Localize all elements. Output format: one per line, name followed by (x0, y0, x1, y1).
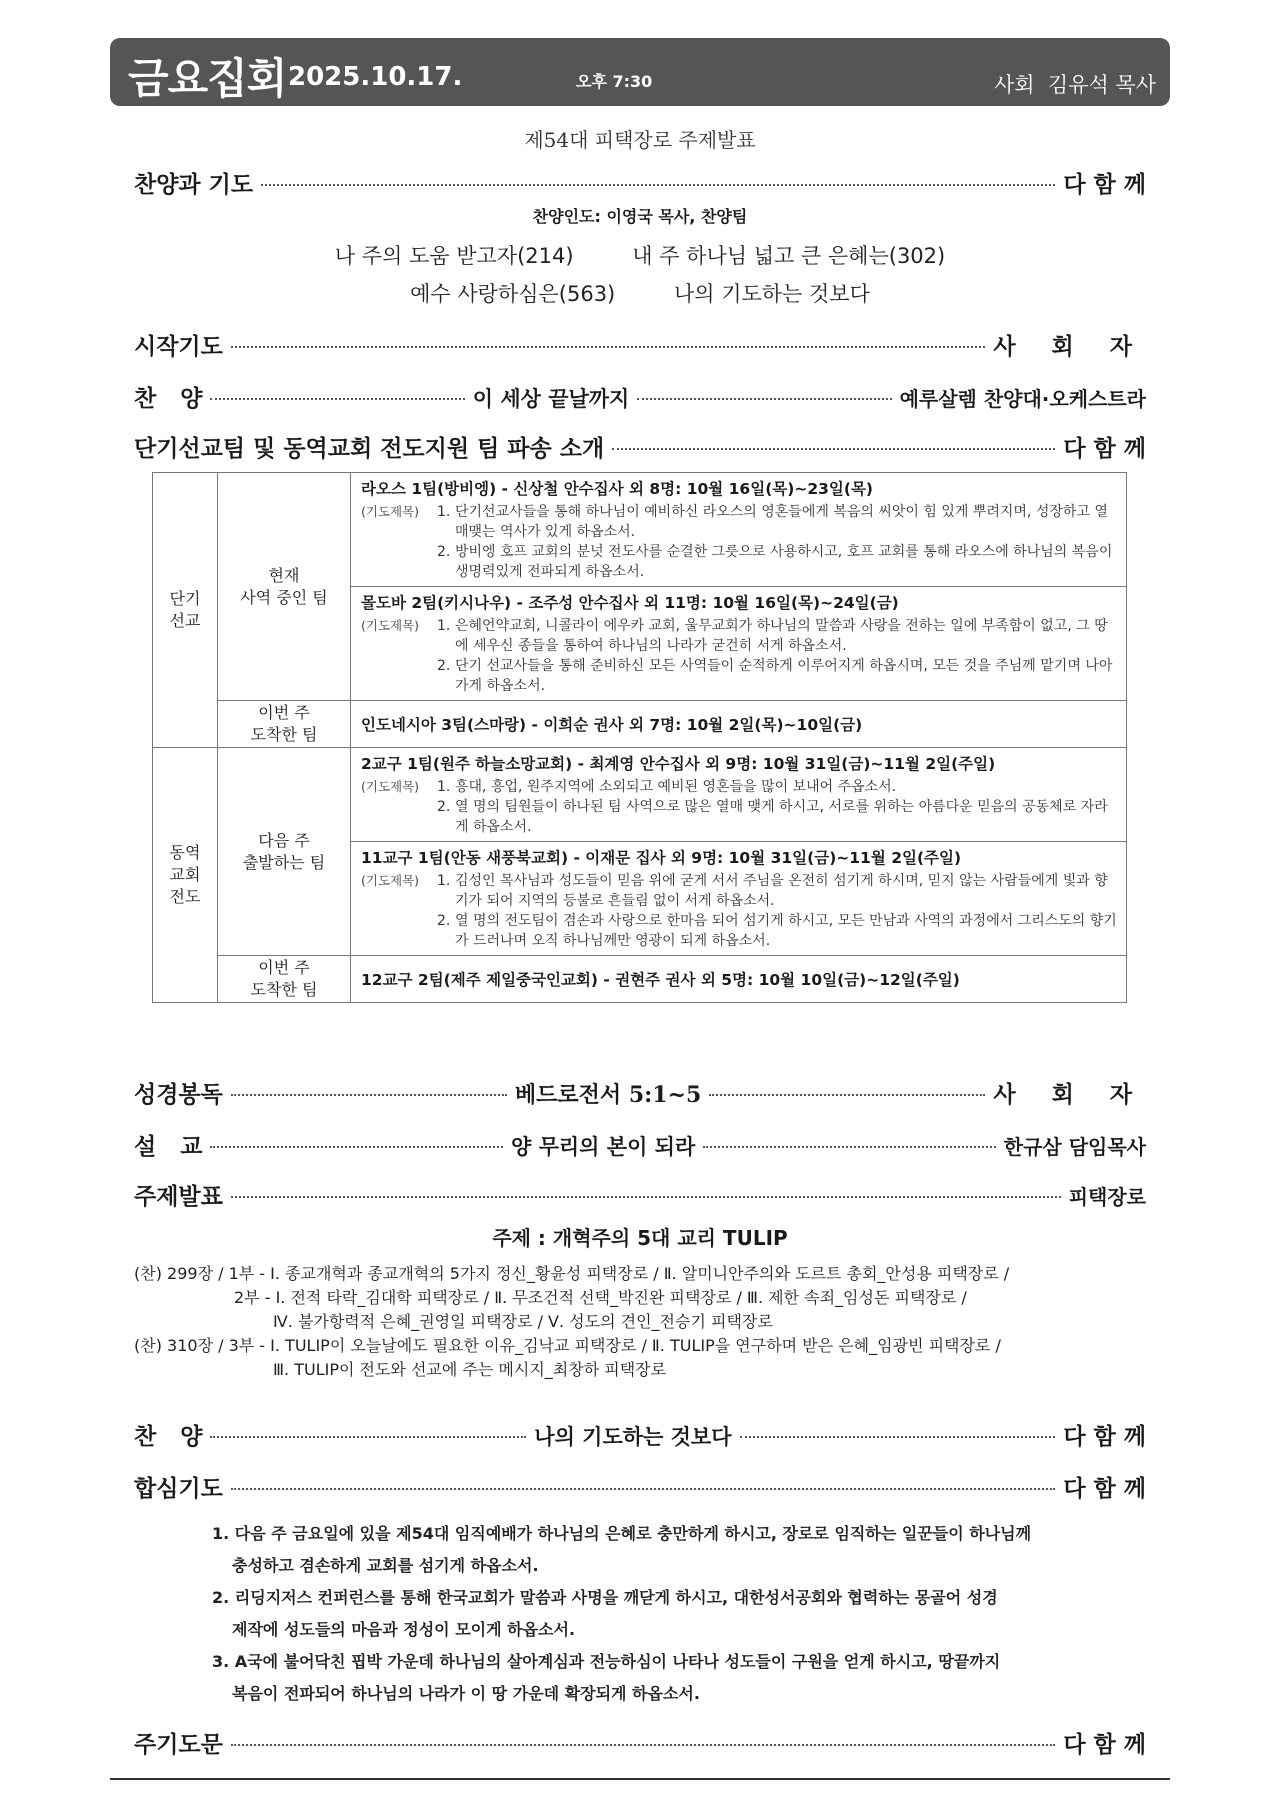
category-partner-church: 동역 교회 전도 (153, 748, 218, 1003)
host-name: 사회 김유석 목사 (993, 73, 1156, 97)
program-label: 합심기도 (134, 1475, 223, 1502)
song-item: 나의 기도하는 것보다 (673, 282, 870, 306)
leader-dots (231, 1744, 1055, 1746)
program-label: 설 교 (134, 1133, 203, 1160)
subcategory-arrived: 이번 주 도착한 팀 (218, 956, 351, 1003)
leader-dots (637, 398, 891, 400)
program-mid: 이 세상 끝날까지 (472, 387, 630, 411)
leader-dots (703, 1146, 996, 1148)
program-label: 시작기도 (134, 333, 223, 360)
meeting-date: 2025.10.17. (288, 62, 463, 92)
prayer-text: 열 명의 전도팀이 겸손과 사랑으로 한마음 되어 섬기게 하시고, 모든 만남과 사역의 과정에서 그리스도의 향기가 드러나며 오직 하나님께만 영광이 되게 하옵소서. (455, 913, 1117, 949)
program-label: 찬양과 기도 (134, 171, 254, 198)
prayer-tag: (기도제목) (361, 873, 420, 888)
songs-line-2 (0, 278, 1280, 308)
header-bar (110, 38, 1170, 106)
prayer-tag: (기도제목) (361, 779, 420, 794)
program-right: 사 회 자 (993, 333, 1146, 360)
praise-leader: 찬양인도: 이영국 목사, 찬양팀 (532, 207, 748, 226)
program-right: 다 함 께 (1063, 171, 1146, 198)
program-right: 예루살렘 찬양대·오케스트라 (899, 387, 1146, 411)
program-right: 피택장로 (1068, 1185, 1146, 1209)
prayer-item: (기도제목) 1. 김성인 목사님과 성도들이 믿음 위에 굳게 서서 주님을 온전히 섬기게 하시며, 믿지 않는 사람들에게 빛과 향기가 되어 지역의 등불로 흔들림 없이 서게 하옵소서. (361, 871, 1118, 911)
subcategory-arrived: 이번 주 도착한 팀 (218, 701, 351, 748)
leader-dots (231, 346, 985, 348)
subcategory-next: 다음 주 출발하는 팀 (218, 748, 351, 956)
program-presentation (134, 1178, 1146, 1211)
leader-dots (210, 1436, 526, 1438)
prayer-item: 2. 방비엥 호프 교회의 분넛 전도사를 순결한 그릇으로 사용하시고, 호프 교회를 통해 라오스에 하나님의 복음이 생명력있게 전파되게 하옵소서. (361, 542, 1118, 582)
prayer-line: 1. 다음 주 금요일에 있을 제54대 임직예배가 하나님의 은혜로 충만하게 하시고, 장로로 임직하는 일꾼들이 하나님께 (212, 1524, 1032, 1543)
bottom-divider (110, 1778, 1170, 1780)
prayer-line: 2. 리딩지저스 컨퍼런스를 통해 한국교회가 말씀과 사명을 깨닫게 하시고, 대한성서공회와 협력하는 몽골어 성경 (212, 1588, 998, 1607)
leader-dots (210, 1146, 503, 1148)
prayer-line: 제작에 성도들의 마음과 정성이 모이게 하옵소서. (232, 1620, 576, 1639)
prayer-text: 단기 선교사들을 통해 준비하신 모든 사역들이 순적하게 이루어지게 하옵시며, 모든 것을 주님께 맡기며 나아가게 하옵소서. (455, 658, 1113, 694)
prayer-tag: (기도제목) (361, 618, 420, 633)
program-right: 다 함 께 (1063, 1475, 1146, 1502)
prayer-text: 흥대, 흥업, 원주지역에 소외되고 예비된 영혼들을 많이 보내어 주옵소서. (455, 779, 897, 795)
leader-dots (231, 1196, 1061, 1198)
team-cell (351, 842, 1127, 956)
program-mid: 나의 기도하는 것보다 (534, 1425, 732, 1449)
team-cell (351, 956, 1127, 1003)
program-label: 주기도문 (134, 1731, 223, 1758)
program-right: 한규삼 담임목사 (1003, 1135, 1146, 1159)
prayer-item: (기도제목) 1. 단기선교사들을 통해 하나님이 예비하신 라오스의 영혼들에게 복음의 씨앗이 힘 있게 뿌려지며, 성장하고 열매맺는 역사가 있게 하옵소서. (361, 502, 1118, 542)
program-right: 다 함 께 (1063, 1423, 1146, 1450)
song-item: 예수 사랑하심은(563) (410, 282, 616, 306)
leader-dots (740, 1436, 1056, 1438)
subtitle: 제54대 피택장로 주제발표 (524, 128, 756, 152)
category-short-term: 단기 선교 (153, 473, 218, 748)
leader-dots (231, 1488, 1055, 1490)
schedule-line: 2부 - Ⅰ. 전적 타락_김대학 피택장로 / Ⅱ. 무조건적 선택_박진완 피택장로 / Ⅲ. 제한 속죄_임성돈 피택장로 / (234, 1288, 967, 1307)
team-cell (351, 748, 1127, 842)
prayer-item: 2. 열 명의 팀원들이 하나된 팀 사역으로 많은 열매 맺게 하시고, 서로를 위하는 아름다운 믿음의 공동체로 자라게 하옵소서. (361, 797, 1118, 837)
program-right: 다 함 께 (1063, 435, 1146, 462)
song-item: 내 주 하나님 넓고 큰 은혜는(302) (632, 244, 946, 268)
subcategory-current: 현재 사역 중인 팀 (218, 473, 351, 701)
team-cell (351, 587, 1127, 701)
team-title: 12교구 2팀(제주 제일중국인교회) - 권현주 권사 외 5명: 10월 10일(금)~12일(주일) (361, 971, 960, 989)
program-label: 성경봉독 (134, 1081, 223, 1108)
prayer-item: (기도제목) 1. 흥대, 흥업, 원주지역에 소외되고 예비된 영혼들을 많이 보내어 주옵소서. (361, 777, 1118, 797)
prayer-text: 단기선교사들을 통해 하나님이 예비하신 라오스의 영혼들에게 복음의 씨앗이 힘 있게 뿌려지며, 성장하고 열매맺는 역사가 있게 하옵소서. (455, 504, 1108, 540)
prayer-line: 3. A국에 불어닥친 핍박 가운데 하나님의 살아계심과 전능하심이 나타나 성도들이 구원을 얻게 하시고, 땅끝까지 (212, 1652, 1001, 1671)
schedule-line: (찬) 299장 / 1부 - Ⅰ. 종교개혁과 종교개혁의 5가지 정신_황윤성 피택장로 / Ⅱ. 알미니안주의와 도르트 총회_안성용 피택장로 / (134, 1264, 1010, 1283)
program-right: 사 회 자 (993, 1081, 1147, 1108)
prayer-text: 은혜언약교회, 니콜라이 에우카 교회, 울무교회가 하나님의 말씀과 사랑을 전하는 일에 부족함이 없고, 그 땅에 세우신 종들을 통하여 하나님의 나라가 굳건히 서게 하옵소서. (455, 618, 1108, 654)
program-choir (134, 380, 1146, 413)
prayer-item: 2. 열 명의 전도팀이 겸손과 사랑으로 한마음 되어 섬기게 하시고, 모든 만남과 사역의 과정에서 그리스도의 향기가 드러나며 오직 하나님께만 영광이 되게 하옵소서. (437, 913, 1117, 949)
prayer-tag: (기도제목) (361, 504, 420, 519)
prayer-item: 2. 단기 선교사들을 통해 준비하신 모든 사역들이 순적하게 이루어지게 하옵시며, 모든 것을 주님께 맡기며 나아가게 하옵소서. (361, 656, 1118, 696)
leader-dots (709, 1094, 985, 1096)
leader-dots (210, 398, 464, 400)
leader-dots (612, 448, 1055, 450)
program-mid: 양 무리의 본이 되라 (511, 1135, 696, 1159)
team-title: 라오스 1팀(방비엥) - 신상철 안수집사 외 8명: 10월 16일(목)~23일(목) (361, 480, 874, 498)
presentation-theme: 주제 : 개혁주의 5대 교리 TULIP (492, 1226, 788, 1250)
team-title: 2교구 1팀(원주 하늘소망교회) - 최계영 안수집사 외 9명: 10월 31일(금)~11월 2일(주일) (361, 755, 996, 773)
program-lords-prayer (134, 1726, 1146, 1759)
program-praise-2 (134, 1418, 1146, 1451)
mission-table (152, 472, 1127, 1003)
song-item: 나 주의 도움 받고자(214) (334, 244, 574, 268)
program-sermon (134, 1128, 1146, 1161)
program-praise-prayer (134, 166, 1146, 199)
prayer-text: 방비엥 호프 교회의 분넛 전도사를 순결한 그릇으로 사용하시고, 호프 교회를 통해 라오스에 하나님의 복음이 생명력있게 전파되게 하옵소서. (455, 544, 1113, 580)
prayer-item: (기도제목) 1. 은혜언약교회, 니콜라이 에우카 교회, 울무교회가 하나님의 말씀과 사랑을 전하는 일에 부족함이 없고, 그 땅에 세우신 종들을 통하여 하나님의 나라가 굳건히 서게 하옵소서. (361, 616, 1118, 656)
team-cell (351, 473, 1127, 587)
program-opening-prayer (134, 328, 1146, 361)
team-title: 인도네시아 3팀(스마랑) - 이희순 권사 외 7명: 10월 2일(목)~10일(금) (361, 716, 863, 734)
songs-line-1 (0, 240, 1280, 270)
schedule-line: Ⅳ. 불가항력적 은혜_권영일 피택장로 / Ⅴ. 성도의 견인_전승기 피택장로 (273, 1312, 773, 1331)
schedule-line: Ⅲ. TULIP이 전도와 선교에 주는 메시지_최창하 피택장로 (273, 1360, 667, 1379)
program-right: 다 함 께 (1063, 1731, 1146, 1758)
program-mid: 베드로전서 5:1~5 (514, 1082, 702, 1108)
leader-dots (231, 1094, 507, 1096)
prayer-text: 열 명의 팀원들이 하나된 팀 사역으로 많은 열매 맺게 하시고, 서로를 위하는 아름다운 믿음의 공동체로 자라게 하옵소서. (455, 799, 1108, 835)
program-joint-prayer (134, 1470, 1146, 1503)
prayer-line: 복음이 전파되어 하나님의 나라가 이 땅 가운데 확장되게 하옵소서. (232, 1684, 700, 1703)
prayer-text: 김성인 목사님과 성도들이 믿음 위에 굳게 서서 주님을 온전히 섬기게 하시며, 믿지 않는 사람들에게 빛과 향기가 되어 지역의 등불로 흔들림 없이 서게 하옵소서. (455, 873, 1108, 909)
prayer-line: 충성하고 겸손하게 교회를 섬기게 하옵소서. (232, 1556, 539, 1575)
leader-dots (261, 184, 1055, 186)
prayer-list (212, 1518, 1092, 1710)
presentation-schedule (134, 1262, 1154, 1382)
team-title: 11교구 1팀(안동 새풍북교회) - 이재문 집사 외 9명: 10월 31일(금)~11월 2일(주일) (361, 849, 962, 867)
program-scripture (134, 1076, 1146, 1109)
program-mission-intro (134, 430, 1146, 463)
meeting-time: 오후 7:30 (576, 72, 653, 91)
program-label: 단기선교팀 및 동역교회 전도지원 팀 파송 소개 (134, 435, 605, 462)
program-label: 찬 양 (134, 385, 203, 412)
team-cell (351, 701, 1127, 748)
page-title: 금요집회 (128, 54, 287, 103)
schedule-line: (찬) 310장 / 3부 - Ⅰ. TULIP이 오늘날에도 필요한 이유_김낙교 피택장로 / Ⅱ. TULIP을 연구하며 받은 은혜_임광빈 피택장로 / (134, 1336, 1001, 1355)
team-title: 몰도바 2팀(키시나우) - 조주성 안수집사 외 11명: 10월 16일(목)~24일(금) (361, 594, 899, 612)
program-label: 찬 양 (134, 1423, 203, 1450)
program-label: 주제발표 (134, 1183, 223, 1210)
